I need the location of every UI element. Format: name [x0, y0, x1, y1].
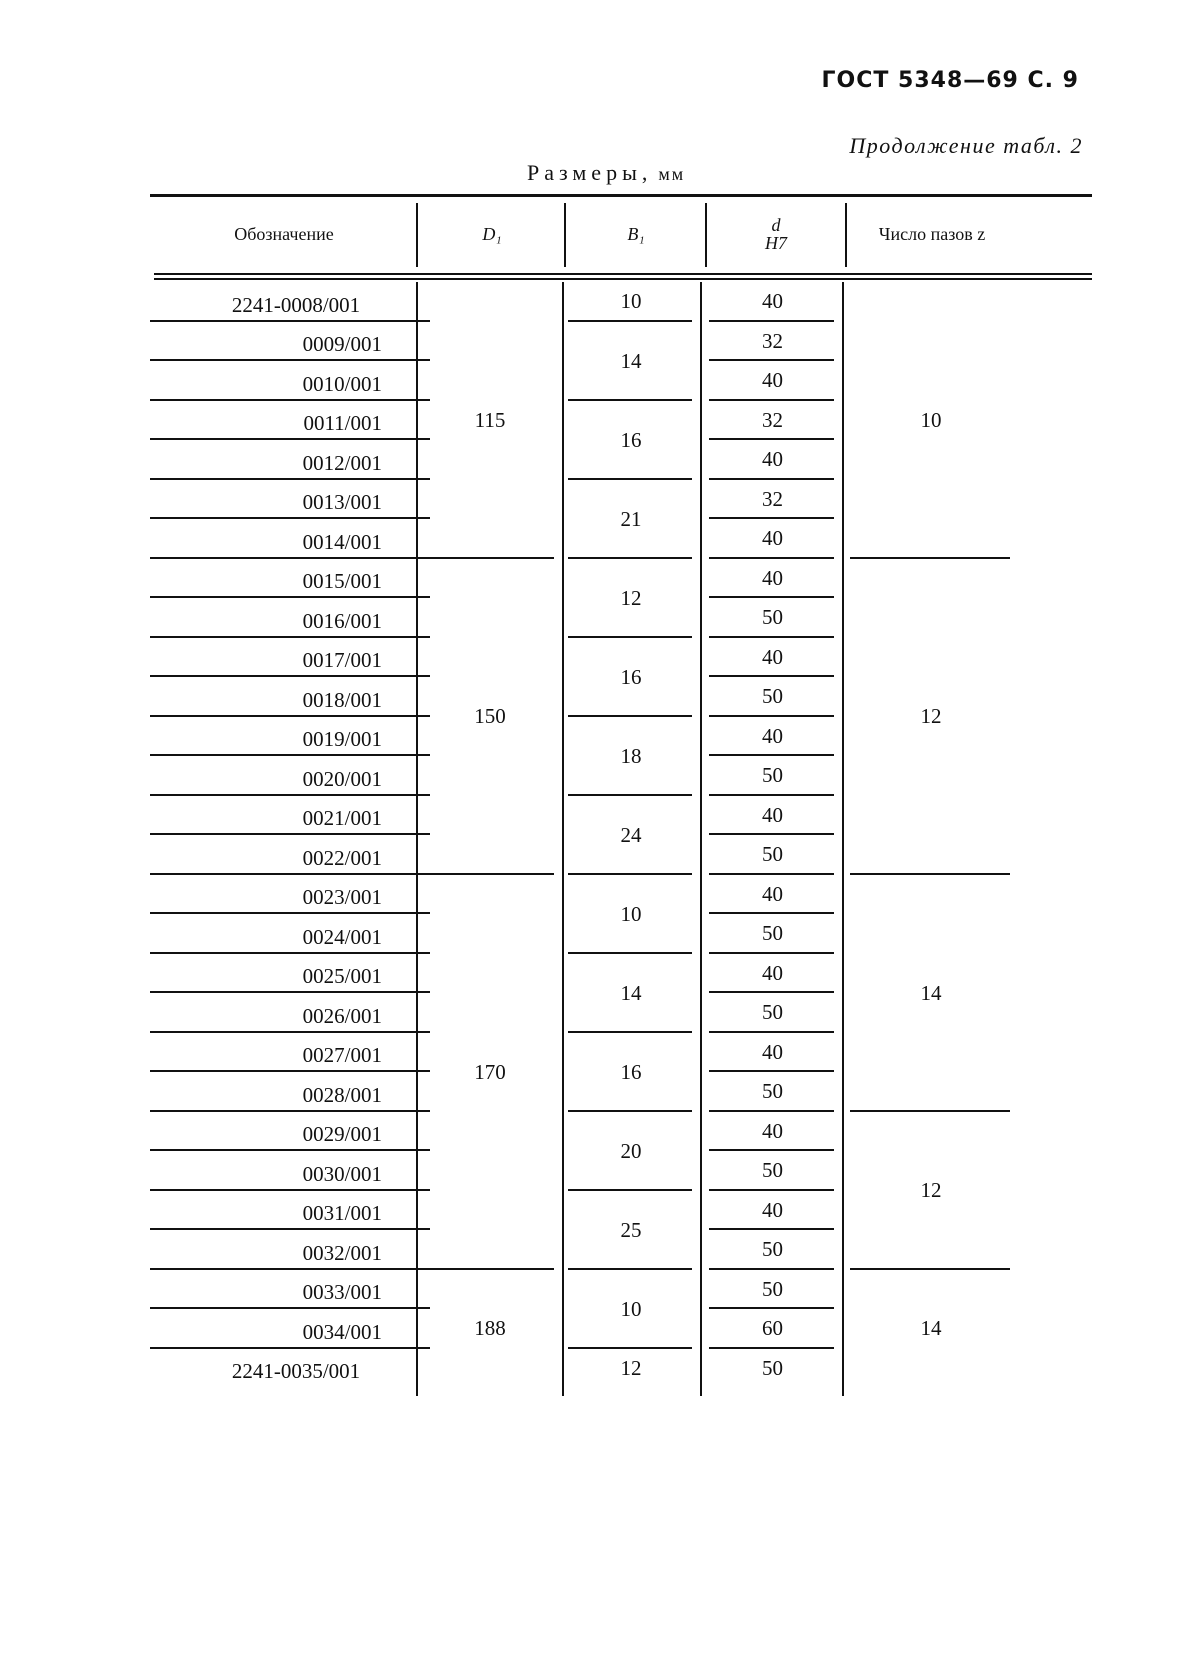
row-designation — [150, 1033, 442, 1073]
cell-b1-value: 20 — [620, 1138, 642, 1163]
column-divider — [700, 282, 702, 1396]
header-d1: D₁ — [482, 223, 502, 244]
d-value: 40 — [762, 881, 783, 906]
designation-value: 2241-0008/001 — [231, 292, 361, 317]
designation-value: 0033/001 — [302, 1280, 382, 1304]
cell-slots-value: 12 — [920, 1178, 942, 1202]
d-value: 32 — [762, 486, 783, 511]
cell-d-h7 — [703, 480, 842, 520]
cell-b1-value: 10 — [620, 1296, 642, 1321]
row-designation — [150, 519, 442, 559]
d-value: 40 — [762, 644, 783, 669]
cell-b1 — [562, 480, 700, 559]
cell-d1 — [418, 1270, 562, 1389]
cell-d-h7 — [703, 1191, 842, 1231]
designation-value: 0031/001 — [302, 1201, 382, 1225]
cell-d-h7 — [703, 1151, 842, 1191]
d-value: 32 — [762, 407, 783, 432]
cell-d-h7 — [703, 559, 842, 599]
cell-d-h7 — [703, 1033, 842, 1073]
cell-d-h7 — [703, 638, 842, 678]
cell-d1-value: 188 — [474, 1316, 506, 1341]
table-header — [150, 197, 1092, 271]
cell-b1-value: 14 — [620, 348, 642, 373]
units-value: мм — [658, 164, 686, 184]
cell-d1 — [418, 282, 562, 559]
cell-slots-value: 10 — [920, 407, 942, 432]
designation-value: 0018/001 — [302, 687, 382, 712]
cell-slots-value: 12 — [920, 704, 942, 728]
cell-slots-value: 14 — [920, 1316, 942, 1341]
row-designation — [150, 835, 442, 875]
row-designation — [150, 638, 442, 678]
designation-value: 0028/001 — [302, 1082, 382, 1107]
cell-d-h7 — [703, 756, 842, 796]
d-value: 50 — [762, 1276, 783, 1301]
cell-b1-value: 10 — [620, 289, 642, 314]
d-value: 40 — [762, 565, 783, 590]
row-designation — [150, 1349, 442, 1389]
cell-d-h7 — [703, 835, 842, 875]
row-designation — [150, 717, 442, 757]
cell-slots — [844, 1270, 1018, 1389]
units-caption — [527, 160, 685, 186]
row-designation — [150, 1309, 442, 1349]
cell-d-h7 — [703, 361, 842, 401]
cell-b1-value: 10 — [620, 901, 642, 926]
header-slots: Число пазов z — [878, 223, 986, 244]
cell-d-h7 — [703, 1309, 842, 1349]
cell-b1-value: 18 — [620, 743, 642, 768]
cell-d-h7 — [703, 1230, 842, 1270]
row-designation — [150, 954, 442, 994]
d-value: 40 — [762, 960, 783, 985]
cell-d-h7 — [703, 401, 842, 441]
d-value: 50 — [762, 842, 783, 867]
d-value: 40 — [762, 723, 783, 748]
designation-value: 0010/001 — [302, 371, 382, 396]
cell-d-h7 — [703, 1072, 842, 1112]
designation-value: 0020/001 — [302, 766, 382, 791]
designation-value: 0015/001 — [302, 569, 382, 593]
row-designation — [150, 1191, 442, 1231]
cell-slots — [844, 282, 1018, 559]
designation-value: 0021/001 — [302, 806, 382, 830]
cell-d-h7 — [703, 717, 842, 757]
d-value: 50 — [762, 1079, 783, 1104]
cell-d-h7 — [703, 875, 842, 915]
cell-d-h7 — [703, 914, 842, 954]
row-designation — [150, 993, 442, 1033]
cell-slots — [844, 1112, 1018, 1270]
designation-value: 0023/001 — [302, 885, 382, 909]
designation-value: 0024/001 — [302, 924, 382, 949]
cell-b1-value: 16 — [620, 427, 642, 452]
cell-d-h7 — [703, 1349, 842, 1389]
units-label: Размеры, — [527, 160, 653, 185]
row-designation — [150, 559, 442, 599]
row-designation — [150, 322, 442, 362]
designation-value: 0014/001 — [302, 529, 382, 554]
cell-d-h7 — [703, 598, 842, 638]
row-designation — [150, 282, 442, 322]
cell-b1-value: 16 — [620, 1059, 642, 1084]
designation-value: 0030/001 — [302, 1161, 382, 1186]
cell-d1-value: 115 — [474, 407, 506, 432]
cell-b1 — [562, 559, 700, 638]
cell-b1 — [562, 1349, 700, 1389]
cell-b1-value: 24 — [620, 822, 642, 847]
cell-d1 — [418, 559, 562, 875]
header-d-h7 — [707, 197, 845, 271]
d-value: 50 — [762, 1158, 783, 1183]
cell-b1-value: 14 — [620, 980, 642, 1005]
d-value: 40 — [762, 802, 783, 827]
d-value: 40 — [762, 289, 783, 314]
d-value: 50 — [762, 921, 783, 946]
table-continuation-label: Продолжение табл. 2 — [849, 133, 1083, 158]
cell-d-h7 — [703, 322, 842, 362]
d-value: 40 — [762, 1118, 783, 1143]
row-designation — [150, 1230, 442, 1270]
row-designation — [150, 796, 442, 836]
row-designation — [150, 756, 442, 796]
row-designation — [150, 361, 442, 401]
designation-value: 0019/001 — [302, 727, 382, 751]
header-d: d — [771, 215, 781, 235]
row-designation — [150, 401, 442, 441]
cell-d-h7 — [703, 519, 842, 559]
cell-d-h7 — [703, 993, 842, 1033]
row-designation — [150, 1072, 442, 1112]
designation-value: 2241-0035/001 — [231, 1359, 361, 1383]
d-value: 50 — [762, 605, 783, 630]
designation-value: 0013/001 — [302, 490, 382, 514]
designation-value: 0016/001 — [302, 608, 382, 633]
header-rule — [154, 273, 1092, 275]
row-designation — [150, 875, 442, 915]
cell-b1 — [562, 1112, 700, 1191]
cell-b1 — [562, 322, 700, 401]
row-designation — [150, 1151, 442, 1191]
cell-b1 — [562, 954, 700, 1033]
row-designation — [150, 914, 442, 954]
designation-value: 0009/001 — [302, 332, 382, 356]
cell-b1 — [562, 875, 700, 954]
cell-b1-value: 12 — [620, 1355, 642, 1380]
row-designation — [150, 677, 442, 717]
cell-d-h7 — [703, 677, 842, 717]
designation-value: 0027/001 — [302, 1043, 382, 1067]
designation-value: 0012/001 — [302, 450, 382, 475]
header-rule — [154, 278, 1092, 280]
cell-b1 — [562, 1270, 700, 1349]
d-value: 40 — [762, 447, 783, 472]
cell-slots — [844, 875, 1018, 1112]
d-value: 50 — [762, 763, 783, 788]
designation-value: 0017/001 — [302, 648, 382, 672]
cell-b1 — [562, 1191, 700, 1270]
d-value: 50 — [762, 1355, 783, 1380]
cell-b1 — [562, 717, 700, 796]
designation-value: 0026/001 — [302, 1003, 382, 1028]
cell-d1 — [418, 875, 562, 1270]
cell-d-h7 — [703, 440, 842, 480]
designation-value: 0032/001 — [302, 1240, 382, 1265]
header-designation: Обозначение — [234, 223, 334, 244]
d-value: 40 — [762, 526, 783, 551]
designation-value: 0034/001 — [302, 1319, 382, 1344]
cell-slots — [844, 559, 1018, 875]
d-value: 32 — [762, 328, 783, 353]
cell-d-h7 — [703, 796, 842, 836]
d-value: 60 — [762, 1316, 783, 1341]
cell-d-h7 — [703, 1270, 842, 1310]
cell-slots-value: 14 — [920, 980, 942, 1005]
designation-value: 0025/001 — [302, 964, 382, 988]
cell-d1-value: 170 — [474, 1059, 506, 1084]
d-value: 50 — [762, 684, 783, 709]
row-designation — [150, 1112, 442, 1152]
d-value: 40 — [762, 1197, 783, 1222]
cell-d-h7 — [703, 282, 842, 322]
header-h7: H7 — [765, 233, 787, 253]
cell-b1 — [562, 282, 700, 322]
d-value: 50 — [762, 1237, 783, 1262]
designation-value: 0022/001 — [302, 845, 382, 870]
cell-b1-value: 12 — [620, 585, 642, 610]
cell-b1 — [562, 638, 700, 717]
row-designation — [150, 1270, 442, 1310]
cell-d-h7 — [703, 954, 842, 994]
d-value: 40 — [762, 368, 783, 393]
designation-value: 0029/001 — [302, 1122, 382, 1146]
cell-d1-value: 150 — [474, 704, 506, 728]
cell-b1 — [562, 1033, 700, 1112]
header-b1: B₁ — [627, 223, 645, 244]
page-header: ГОСТ 5348—69 С. 9 — [821, 68, 1079, 93]
row-designation — [150, 598, 442, 638]
d-value: 40 — [762, 1039, 783, 1064]
cell-b1-value: 21 — [620, 506, 642, 531]
cell-b1 — [562, 401, 700, 480]
row-designation — [150, 480, 442, 520]
cell-b1 — [562, 796, 700, 875]
d-value: 50 — [762, 1000, 783, 1025]
designation-value: 0011/001 — [303, 411, 382, 435]
cell-b1-value: 16 — [620, 664, 642, 689]
cell-d-h7 — [703, 1112, 842, 1152]
row-designation — [150, 440, 442, 480]
cell-b1-value: 25 — [620, 1217, 642, 1242]
